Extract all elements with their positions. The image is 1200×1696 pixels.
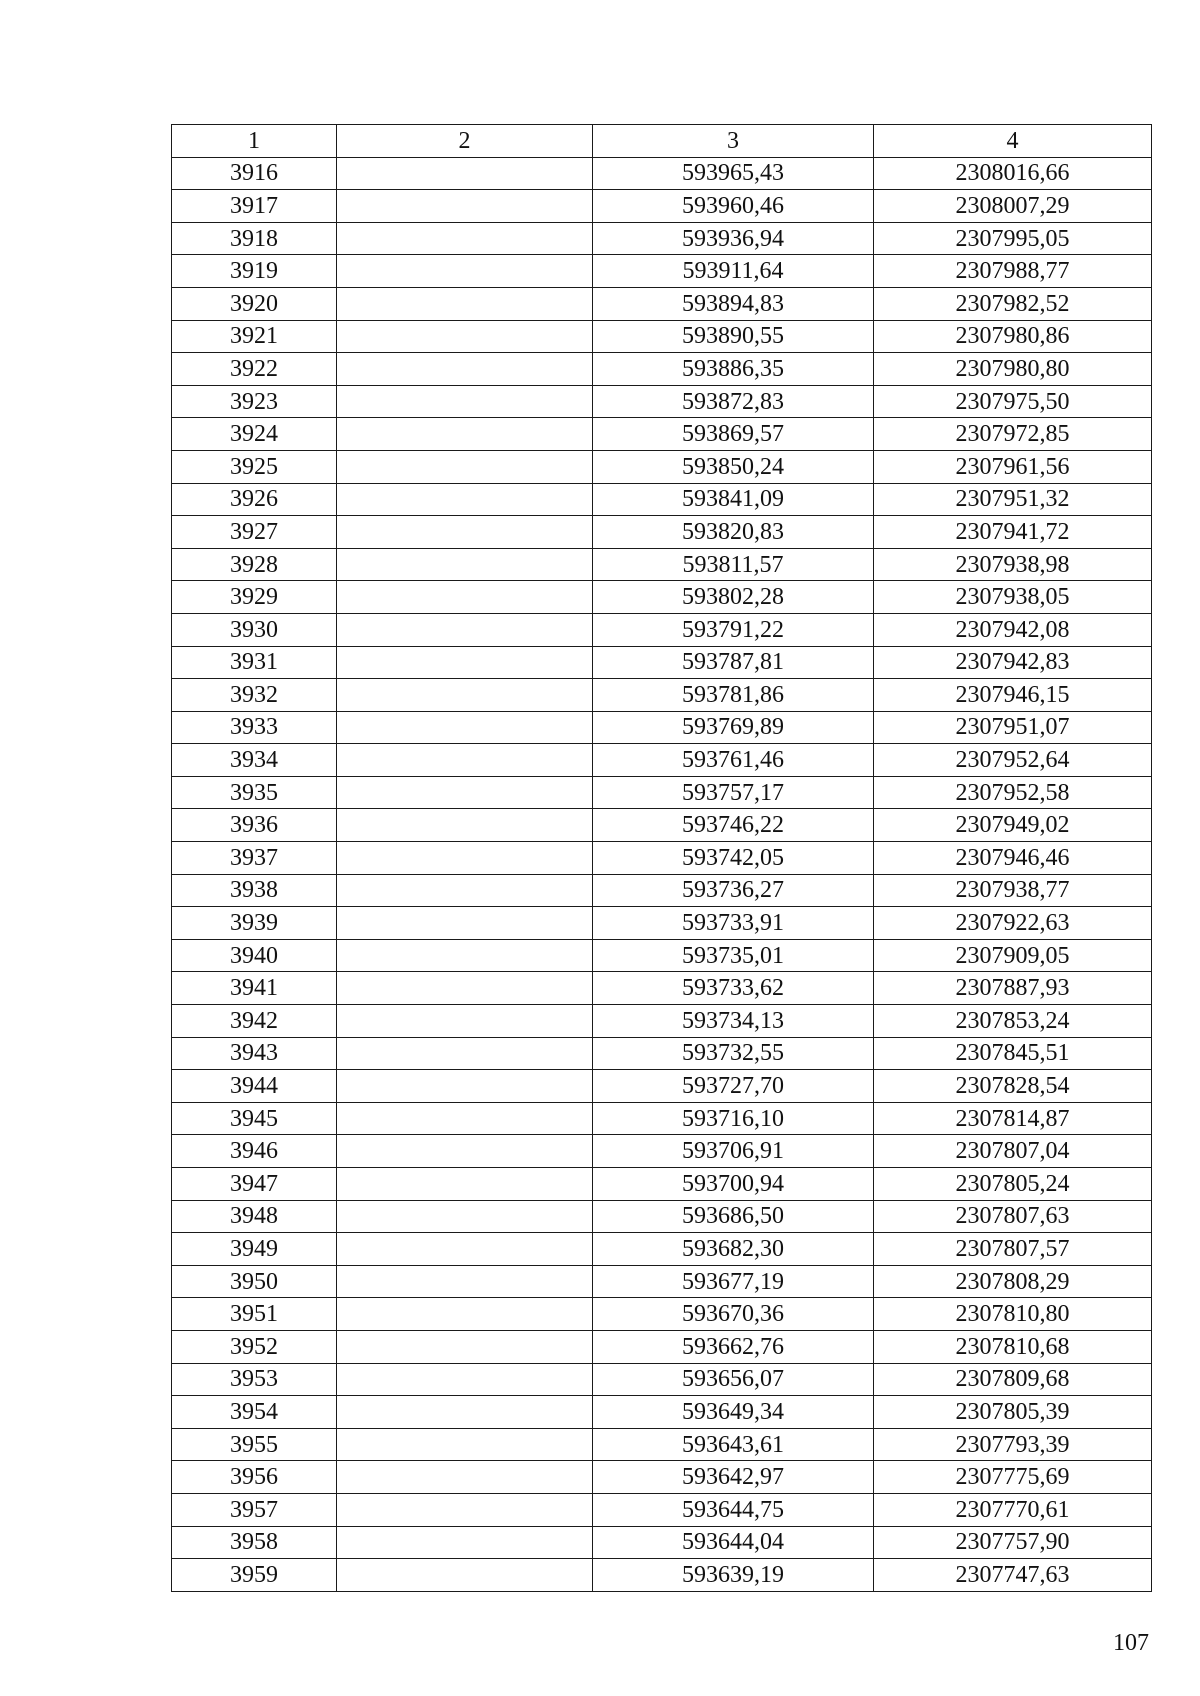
empty-cell: [337, 842, 593, 875]
x-coordinate-cell: 593644,04: [593, 1526, 874, 1559]
table-row: [172, 776, 1152, 809]
header-col-1: 1: [172, 125, 337, 158]
x-coordinate-cell: 593787,81: [593, 646, 874, 679]
point-number-cell: 3936: [172, 809, 337, 842]
table-row: [172, 972, 1152, 1005]
point-number-cell: 3957: [172, 1493, 337, 1526]
table-row: [172, 809, 1152, 842]
x-coordinate-cell: 593716,10: [593, 1102, 874, 1135]
header-col-3: 3: [593, 125, 874, 158]
y-coordinate-cell: 2307938,05: [874, 581, 1152, 614]
empty-cell: [337, 483, 593, 516]
table-row: [172, 1037, 1152, 1070]
x-coordinate-cell: 593850,24: [593, 450, 874, 483]
empty-cell: [337, 255, 593, 288]
point-number-cell: 3958: [172, 1526, 337, 1559]
x-coordinate-cell: 593872,83: [593, 385, 874, 418]
point-number-cell: 3921: [172, 320, 337, 353]
y-coordinate-cell: 2307938,98: [874, 548, 1152, 581]
y-coordinate-cell: 2307952,64: [874, 744, 1152, 777]
table-row: [172, 646, 1152, 679]
point-number-cell: 3939: [172, 907, 337, 940]
x-coordinate-cell: 593662,76: [593, 1330, 874, 1363]
x-coordinate-cell: 593886,35: [593, 353, 874, 386]
x-coordinate-cell: 593811,57: [593, 548, 874, 581]
point-number-cell: 3920: [172, 287, 337, 320]
table-row: [172, 548, 1152, 581]
point-number-cell: 3932: [172, 679, 337, 712]
header-col-2: 2: [337, 125, 593, 158]
y-coordinate-cell: 2307982,52: [874, 287, 1152, 320]
x-coordinate-cell: 593733,62: [593, 972, 874, 1005]
empty-cell: [337, 516, 593, 549]
x-coordinate-cell: 593727,70: [593, 1070, 874, 1103]
empty-cell: [337, 1526, 593, 1559]
y-coordinate-cell: 2307961,56: [874, 450, 1152, 483]
point-number-cell: 3918: [172, 222, 337, 255]
point-number-cell: 3929: [172, 581, 337, 614]
x-coordinate-cell: 593734,13: [593, 1005, 874, 1038]
point-number-cell: 3937: [172, 842, 337, 875]
point-number-cell: 3935: [172, 776, 337, 809]
table-header: [172, 125, 1152, 158]
point-number-cell: 3943: [172, 1037, 337, 1070]
x-coordinate-cell: 593911,64: [593, 255, 874, 288]
empty-cell: [337, 1461, 593, 1494]
x-coordinate-cell: 593733,91: [593, 907, 874, 940]
empty-cell: [337, 711, 593, 744]
empty-cell: [337, 581, 593, 614]
empty-cell: [337, 1428, 593, 1461]
empty-cell: [337, 287, 593, 320]
point-number-cell: 3953: [172, 1363, 337, 1396]
point-number-cell: 3946: [172, 1135, 337, 1168]
y-coordinate-cell: 2307941,72: [874, 516, 1152, 549]
empty-cell: [337, 1363, 593, 1396]
x-coordinate-cell: 593802,28: [593, 581, 874, 614]
y-coordinate-cell: 2307952,58: [874, 776, 1152, 809]
point-number-cell: 3924: [172, 418, 337, 451]
x-coordinate-cell: 593757,17: [593, 776, 874, 809]
point-number-cell: 3954: [172, 1396, 337, 1429]
y-coordinate-cell: 2307995,05: [874, 222, 1152, 255]
table-row: [172, 939, 1152, 972]
y-coordinate-cell: 2307845,51: [874, 1037, 1152, 1070]
table-row: [172, 1428, 1152, 1461]
table-row: [172, 320, 1152, 353]
x-coordinate-cell: 593841,09: [593, 483, 874, 516]
header-row: [172, 125, 1152, 158]
empty-cell: [337, 776, 593, 809]
point-number-cell: 3923: [172, 385, 337, 418]
empty-cell: [337, 353, 593, 386]
point-number-cell: 3941: [172, 972, 337, 1005]
x-coordinate-cell: 593656,07: [593, 1363, 874, 1396]
y-coordinate-cell: 2307942,83: [874, 646, 1152, 679]
point-number-cell: 3933: [172, 711, 337, 744]
table-row: [172, 744, 1152, 777]
x-coordinate-cell: 593649,34: [593, 1396, 874, 1429]
empty-cell: [337, 1298, 593, 1331]
empty-cell: [337, 1005, 593, 1038]
empty-cell: [337, 548, 593, 581]
table-row: [172, 516, 1152, 549]
y-coordinate-cell: 2307938,77: [874, 874, 1152, 907]
y-coordinate-cell: 2307942,08: [874, 613, 1152, 646]
y-coordinate-cell: 2307770,61: [874, 1493, 1152, 1526]
empty-cell: [337, 1233, 593, 1266]
empty-cell: [337, 1135, 593, 1168]
table-row: [172, 353, 1152, 386]
table-row: [172, 581, 1152, 614]
point-number-cell: 3928: [172, 548, 337, 581]
y-coordinate-cell: 2307972,85: [874, 418, 1152, 451]
table-row: [172, 1265, 1152, 1298]
y-coordinate-cell: 2307809,68: [874, 1363, 1152, 1396]
point-number-cell: 3951: [172, 1298, 337, 1331]
x-coordinate-cell: 593894,83: [593, 287, 874, 320]
x-coordinate-cell: 593732,55: [593, 1037, 874, 1070]
y-coordinate-cell: 2308007,29: [874, 190, 1152, 223]
empty-cell: [337, 1102, 593, 1135]
table-row: [172, 874, 1152, 907]
x-coordinate-cell: 593781,86: [593, 679, 874, 712]
empty-cell: [337, 874, 593, 907]
empty-cell: [337, 679, 593, 712]
y-coordinate-cell: 2307853,24: [874, 1005, 1152, 1038]
table-row: [172, 1102, 1152, 1135]
point-number-cell: 3925: [172, 450, 337, 483]
empty-cell: [337, 1396, 593, 1429]
y-coordinate-cell: 2307807,63: [874, 1200, 1152, 1233]
point-number-cell: 3916: [172, 157, 337, 190]
empty-cell: [337, 385, 593, 418]
point-number-cell: 3956: [172, 1461, 337, 1494]
empty-cell: [337, 646, 593, 679]
point-number-cell: 3947: [172, 1168, 337, 1201]
x-coordinate-cell: 593706,91: [593, 1135, 874, 1168]
y-coordinate-cell: 2307988,77: [874, 255, 1152, 288]
y-coordinate-cell: 2307805,24: [874, 1168, 1152, 1201]
y-coordinate-cell: 2307807,04: [874, 1135, 1152, 1168]
x-coordinate-cell: 593869,57: [593, 418, 874, 451]
y-coordinate-cell: 2307975,50: [874, 385, 1152, 418]
y-coordinate-cell: 2307946,46: [874, 842, 1152, 875]
point-number-cell: 3922: [172, 353, 337, 386]
header-col-4: 4: [874, 125, 1152, 158]
table-row: [172, 1363, 1152, 1396]
empty-cell: [337, 1330, 593, 1363]
table-row: [172, 287, 1152, 320]
table-row: [172, 385, 1152, 418]
x-coordinate-cell: 593890,55: [593, 320, 874, 353]
point-number-cell: 3959: [172, 1559, 337, 1592]
point-number-cell: 3948: [172, 1200, 337, 1233]
x-coordinate-cell: 593936,94: [593, 222, 874, 255]
y-coordinate-cell: 2307793,39: [874, 1428, 1152, 1461]
table-row: [172, 418, 1152, 451]
y-coordinate-cell: 2307810,68: [874, 1330, 1152, 1363]
empty-cell: [337, 1265, 593, 1298]
table-row: [172, 1461, 1152, 1494]
y-coordinate-cell: 2307887,93: [874, 972, 1152, 1005]
point-number-cell: 3944: [172, 1070, 337, 1103]
empty-cell: [337, 613, 593, 646]
table-row: [172, 255, 1152, 288]
table-row: [172, 1559, 1152, 1592]
table-row: [172, 679, 1152, 712]
y-coordinate-cell: 2307814,87: [874, 1102, 1152, 1135]
x-coordinate-cell: 593746,22: [593, 809, 874, 842]
x-coordinate-cell: 593682,30: [593, 1233, 874, 1266]
point-number-cell: 3938: [172, 874, 337, 907]
x-coordinate-cell: 593642,97: [593, 1461, 874, 1494]
point-number-cell: 3931: [172, 646, 337, 679]
x-coordinate-cell: 593686,50: [593, 1200, 874, 1233]
empty-cell: [337, 939, 593, 972]
point-number-cell: 3930: [172, 613, 337, 646]
y-coordinate-cell: 2307909,05: [874, 939, 1152, 972]
table-row: [172, 1493, 1152, 1526]
table-row: [172, 1526, 1152, 1559]
x-coordinate-cell: 593736,27: [593, 874, 874, 907]
empty-cell: [337, 222, 593, 255]
x-coordinate-cell: 593670,36: [593, 1298, 874, 1331]
x-coordinate-cell: 593643,61: [593, 1428, 874, 1461]
table-row: [172, 483, 1152, 516]
empty-cell: [337, 418, 593, 451]
point-number-cell: 3926: [172, 483, 337, 516]
table-row: [172, 842, 1152, 875]
empty-cell: [337, 972, 593, 1005]
x-coordinate-cell: 593700,94: [593, 1168, 874, 1201]
coordinates-table: [171, 124, 1152, 1592]
table-row: [172, 1168, 1152, 1201]
empty-cell: [337, 1559, 593, 1592]
x-coordinate-cell: 593965,43: [593, 157, 874, 190]
y-coordinate-cell: 2307828,54: [874, 1070, 1152, 1103]
empty-cell: [337, 907, 593, 940]
table-row: [172, 450, 1152, 483]
x-coordinate-cell: 593735,01: [593, 939, 874, 972]
point-number-cell: 3945: [172, 1102, 337, 1135]
y-coordinate-cell: 2307747,63: [874, 1559, 1152, 1592]
table-row: [172, 1135, 1152, 1168]
y-coordinate-cell: 2307951,32: [874, 483, 1152, 516]
x-coordinate-cell: 593960,46: [593, 190, 874, 223]
x-coordinate-cell: 593761,46: [593, 744, 874, 777]
table-row: [172, 907, 1152, 940]
point-number-cell: 3949: [172, 1233, 337, 1266]
x-coordinate-cell: 593820,83: [593, 516, 874, 549]
table-row: [172, 222, 1152, 255]
table-row: [172, 1005, 1152, 1038]
point-number-cell: 3917: [172, 190, 337, 223]
y-coordinate-cell: 2307808,29: [874, 1265, 1152, 1298]
y-coordinate-cell: 2307951,07: [874, 711, 1152, 744]
y-coordinate-cell: 2308016,66: [874, 157, 1152, 190]
x-coordinate-cell: 593769,89: [593, 711, 874, 744]
table-row: [172, 1330, 1152, 1363]
table-row: [172, 157, 1152, 190]
empty-cell: [337, 809, 593, 842]
point-number-cell: 3942: [172, 1005, 337, 1038]
point-number-cell: 3940: [172, 939, 337, 972]
point-number-cell: 3950: [172, 1265, 337, 1298]
table-row: [172, 190, 1152, 223]
table-row: [172, 711, 1152, 744]
x-coordinate-cell: 593742,05: [593, 842, 874, 875]
table-row: [172, 1233, 1152, 1266]
y-coordinate-cell: 2307946,15: [874, 679, 1152, 712]
y-coordinate-cell: 2307757,90: [874, 1526, 1152, 1559]
y-coordinate-cell: 2307775,69: [874, 1461, 1152, 1494]
table-row: [172, 613, 1152, 646]
table-row: [172, 1200, 1152, 1233]
x-coordinate-cell: 593791,22: [593, 613, 874, 646]
table-row: [172, 1070, 1152, 1103]
empty-cell: [337, 1168, 593, 1201]
page-number: 107: [1113, 1630, 1149, 1656]
point-number-cell: 3952: [172, 1330, 337, 1363]
y-coordinate-cell: 2307807,57: [874, 1233, 1152, 1266]
y-coordinate-cell: 2307805,39: [874, 1396, 1152, 1429]
y-coordinate-cell: 2307949,02: [874, 809, 1152, 842]
empty-cell: [337, 1037, 593, 1070]
empty-cell: [337, 1200, 593, 1233]
table-body: [172, 157, 1152, 1591]
point-number-cell: 3934: [172, 744, 337, 777]
x-coordinate-cell: 593639,19: [593, 1559, 874, 1592]
empty-cell: [337, 1493, 593, 1526]
table-row: [172, 1396, 1152, 1429]
point-number-cell: 3955: [172, 1428, 337, 1461]
y-coordinate-cell: 2307922,63: [874, 907, 1152, 940]
empty-cell: [337, 744, 593, 777]
y-coordinate-cell: 2307980,80: [874, 353, 1152, 386]
y-coordinate-cell: 2307810,80: [874, 1298, 1152, 1331]
x-coordinate-cell: 593644,75: [593, 1493, 874, 1526]
empty-cell: [337, 1070, 593, 1103]
point-number-cell: 3919: [172, 255, 337, 288]
y-coordinate-cell: 2307980,86: [874, 320, 1152, 353]
empty-cell: [337, 450, 593, 483]
empty-cell: [337, 320, 593, 353]
point-number-cell: 3927: [172, 516, 337, 549]
empty-cell: [337, 190, 593, 223]
x-coordinate-cell: 593677,19: [593, 1265, 874, 1298]
table-row: [172, 1298, 1152, 1331]
empty-cell: [337, 157, 593, 190]
